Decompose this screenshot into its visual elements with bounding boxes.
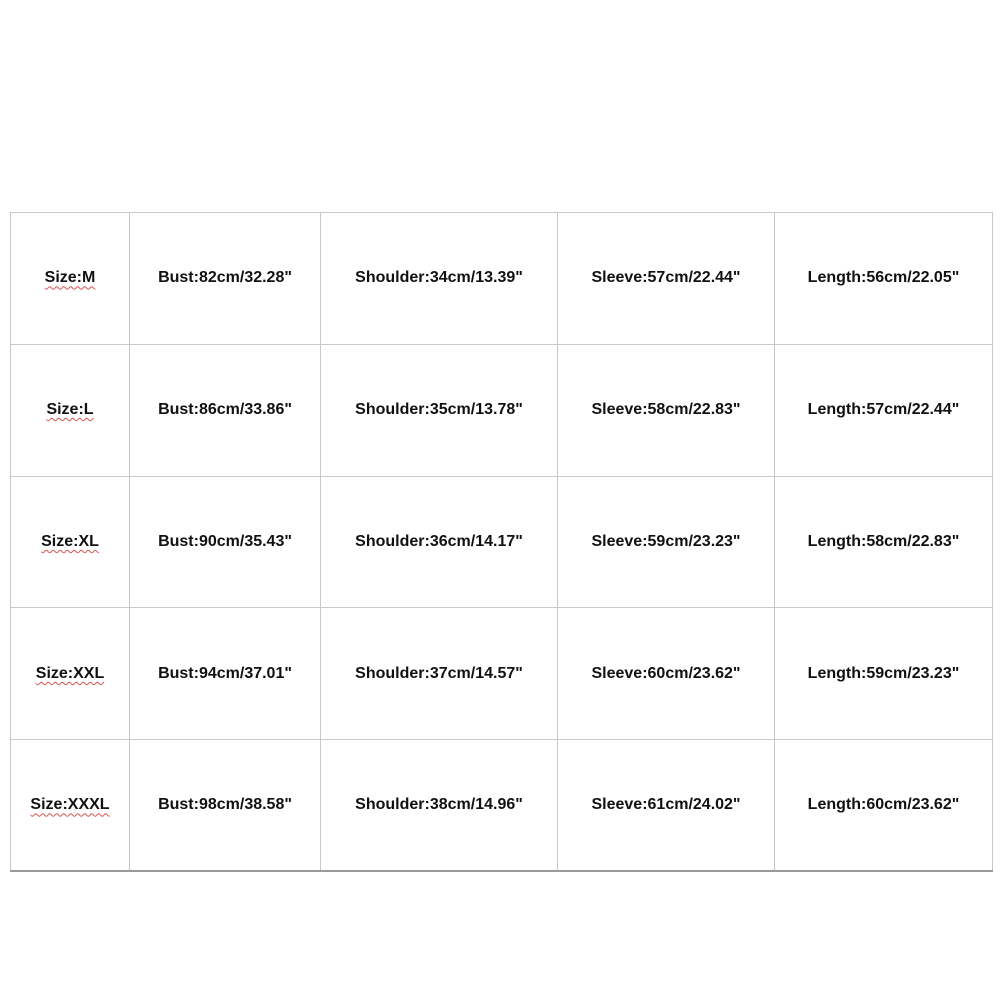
- sleeve-cell: Sleeve:59cm/23.23": [558, 476, 775, 608]
- size-label: Size:XL: [41, 532, 99, 550]
- length-cell: Length:58cm/22.83": [775, 476, 993, 608]
- size-label: Size:L: [46, 401, 94, 419]
- sleeve-cell: Sleeve:57cm/22.44": [558, 213, 775, 345]
- length-cell: Length:57cm/22.44": [775, 344, 993, 476]
- size-cell: [11, 476, 130, 608]
- sleeve-cell: Sleeve:58cm/22.83": [558, 344, 775, 476]
- size-cell: [11, 608, 130, 740]
- size-cell: [11, 740, 130, 872]
- table-row: [11, 608, 993, 740]
- table-row: [11, 740, 993, 872]
- bust-cell: Bust:98cm/38.58": [130, 740, 321, 872]
- size-cell: [11, 344, 130, 476]
- shoulder-cell: Shoulder:35cm/13.78": [321, 344, 558, 476]
- table-row: [11, 213, 993, 345]
- table-row: [11, 476, 993, 608]
- bust-cell: Bust:90cm/35.43": [130, 476, 321, 608]
- shoulder-cell: Shoulder:36cm/14.17": [321, 476, 558, 608]
- length-cell: Length:60cm/23.62": [775, 740, 993, 872]
- shoulder-cell: Shoulder:37cm/14.57": [321, 608, 558, 740]
- bust-cell: Bust:94cm/37.01": [130, 608, 321, 740]
- size-label: Size:XXL: [35, 664, 105, 682]
- shoulder-cell: Shoulder:34cm/13.39": [321, 213, 558, 345]
- table-row: [11, 344, 993, 476]
- bust-cell: Bust:82cm/32.28": [130, 213, 321, 345]
- shoulder-cell: Shoulder:38cm/14.96": [321, 740, 558, 872]
- length-cell: Length:59cm/23.23": [775, 608, 993, 740]
- size-label: Size:M: [44, 269, 96, 287]
- length-cell: Length:56cm/22.05": [775, 213, 993, 345]
- size-label: Size:XXXL: [30, 796, 110, 814]
- size-chart-table: [10, 212, 993, 872]
- size-cell: [11, 213, 130, 345]
- sleeve-cell: Sleeve:61cm/24.02": [558, 740, 775, 872]
- bust-cell: Bust:86cm/33.86": [130, 344, 321, 476]
- sleeve-cell: Sleeve:60cm/23.62": [558, 608, 775, 740]
